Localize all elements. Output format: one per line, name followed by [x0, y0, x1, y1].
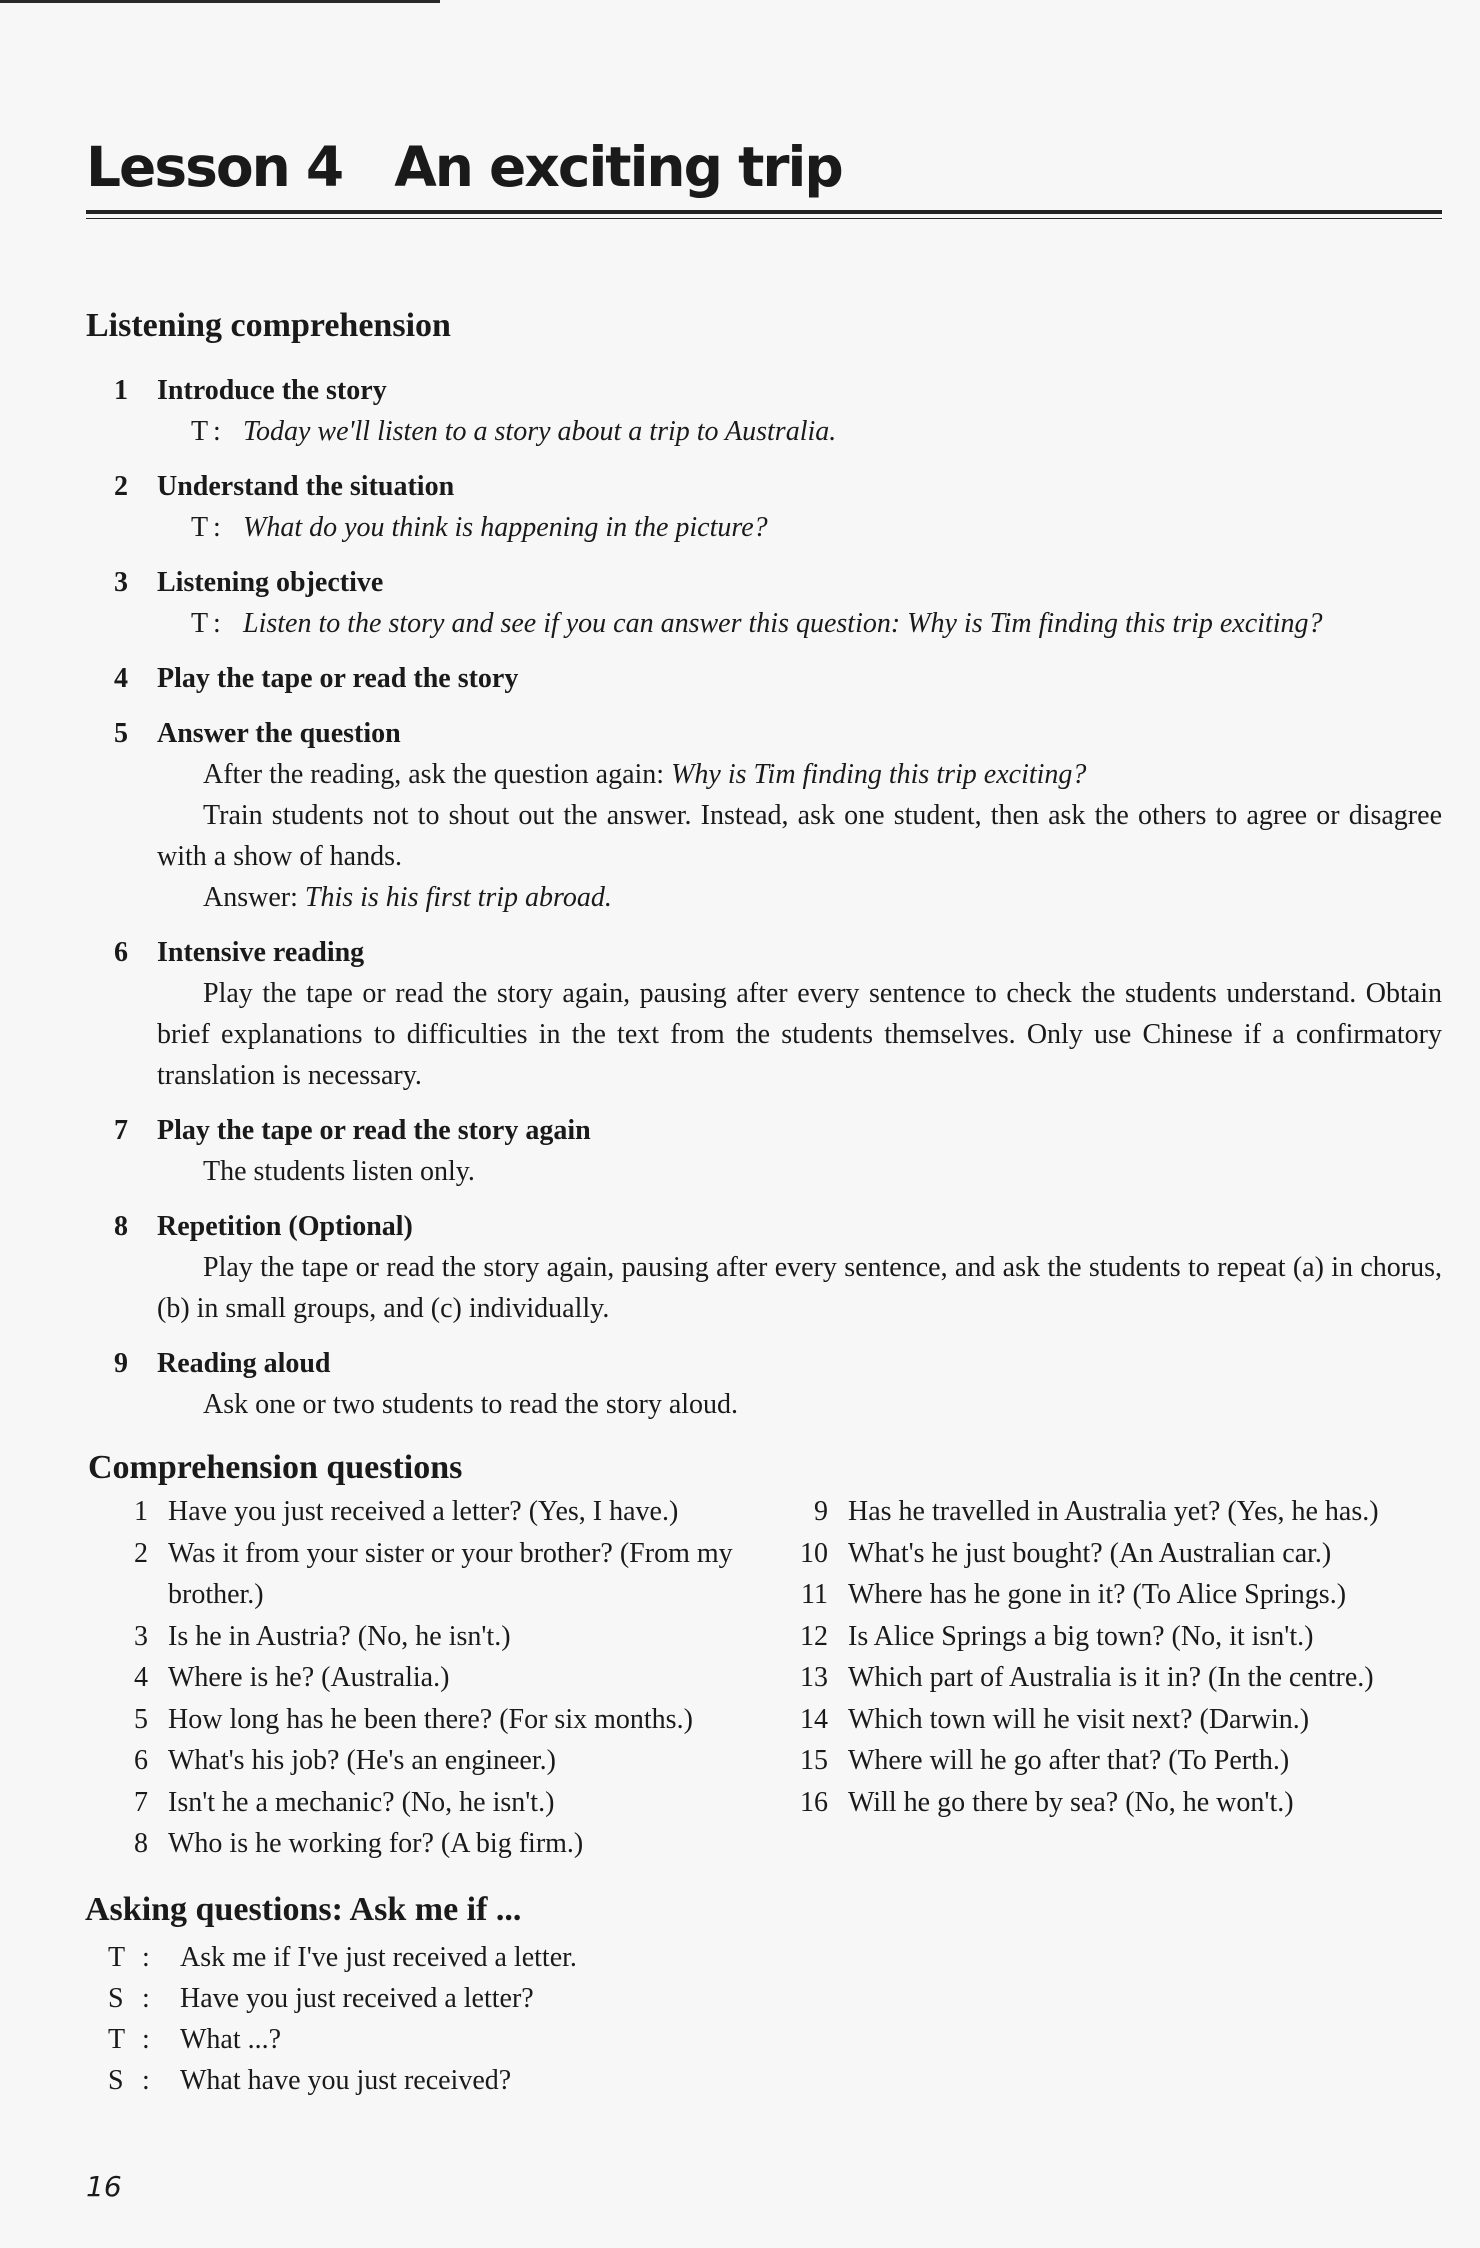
list-item: [86, 1206, 1442, 1329]
question-item: [786, 1616, 1480, 1658]
question-number: 11: [801, 1579, 828, 1610]
question-text: Is Alice Springs a big town? (No, it isn't.): [848, 1620, 1314, 1652]
teacher-text: Today we'll listen to a story about a trip to Australia.: [243, 416, 837, 447]
item-heading: Understand the situation: [157, 471, 455, 502]
top-edge-rule: [0, 0, 440, 3]
question-number: 3: [134, 1620, 148, 1652]
question-text: Was it from your sister or your brother? (From my brother.): [168, 1537, 733, 1610]
list-item: [86, 370, 1442, 452]
question-text: Why is Tim finding this trip exciting?: [671, 759, 1087, 790]
teacher-text: What do you think is happening in the picture?: [243, 512, 768, 543]
question-text: Isn't he a mechanic? (No, he isn't.): [168, 1786, 555, 1818]
list-item: [86, 932, 1442, 1096]
question-item: [106, 1782, 826, 1824]
item-heading: Listening objective: [157, 567, 384, 598]
lesson-number: Lesson 4: [86, 135, 343, 199]
list-item: [86, 1343, 1442, 1425]
comprehension-heading: Comprehension questions: [88, 1449, 463, 1486]
question-item: [786, 1657, 1480, 1699]
item-heading: Reading aloud: [157, 1348, 331, 1379]
speaker-label: S: [108, 2065, 124, 2096]
speaker-label: T: [191, 608, 209, 639]
question-text: Have you just received a letter? (Yes, I have.): [168, 1496, 679, 1527]
question-item: [106, 1740, 826, 1782]
speaker-label: T: [108, 1942, 126, 1973]
list-item: [86, 1110, 1442, 1192]
item-number: 7: [114, 1115, 128, 1146]
question-number: 5: [134, 1703, 148, 1735]
item-paragraph: Play the tape or read the story again, pausing after every sentence to check the students understand. Obtain brief explanations to difficulties in the text from the students themselves. Only use Chinese if a confirmatory translation is necessary.: [157, 978, 1442, 1091]
item-number: 1: [114, 375, 128, 406]
lesson-title: [86, 135, 842, 199]
item-paragraph: [86, 877, 1442, 918]
dialogue-line: S : Have you just received a letter?: [108, 1978, 577, 2019]
item-number: 3: [114, 567, 128, 598]
question-number: 15: [800, 1745, 828, 1776]
question-text: Where will he go after that? (To Perth.): [848, 1745, 1290, 1776]
question-number: 14: [800, 1703, 828, 1735]
title-rule-thin: [86, 218, 1442, 219]
asking-dialogue: [108, 1937, 577, 2101]
item-number: 4: [114, 663, 128, 694]
question-text: Where has he gone in it? (To Alice Springs.): [848, 1579, 1347, 1610]
question-number: 16: [800, 1786, 828, 1818]
list-item: [86, 562, 1442, 644]
question-number: 6: [134, 1745, 148, 1776]
questions-left-column: [106, 1491, 826, 1865]
listening-heading: Listening comprehension: [86, 307, 451, 344]
question-text: Which part of Australia is it in? (In the centre.): [848, 1662, 1374, 1693]
listening-list: [86, 370, 1442, 1439]
question-text: Will he go there by sea? (No, he won't.): [848, 1786, 1294, 1818]
question-item: [106, 1491, 826, 1533]
question-item: [106, 1699, 826, 1741]
list-item: [86, 713, 1442, 918]
question-item: [786, 1782, 1480, 1824]
title-rule-thick: [86, 210, 1442, 214]
dialogue-text: Ask me if I've just received a letter.: [180, 1942, 577, 1973]
speaker-label: S: [108, 1983, 124, 2014]
question-text: Has he travelled in Australia yet? (Yes, he has.): [848, 1496, 1379, 1527]
item-number: 9: [114, 1348, 128, 1379]
question-number: 10: [800, 1537, 828, 1569]
item-heading: Play the tape or read the story: [157, 663, 519, 694]
question-text: Which town will he visit next? (Darwin.): [848, 1703, 1310, 1735]
question-number: 13: [800, 1662, 828, 1693]
item-number: 6: [114, 937, 128, 968]
question-item: [106, 1533, 826, 1616]
dialogue-text: What ...?: [180, 2024, 282, 2055]
dialogue-text: What have you just received?: [180, 2065, 512, 2096]
question-number: 1: [134, 1496, 148, 1527]
question-number: 2: [134, 1537, 148, 1569]
question-number: 9: [814, 1496, 828, 1527]
speaker-label: T: [108, 2024, 126, 2055]
item-heading: Repetition (Optional): [157, 1211, 413, 1242]
dialogue-line: S : What have you just received?: [108, 2060, 577, 2101]
item-heading: Answer the question: [157, 718, 401, 749]
item-paragraph: [86, 754, 1442, 795]
item-paragraph: Train students not to shout out the answer. Instead, ask one student, then ask the others to agree or disagree with a show of hands.: [157, 800, 1442, 872]
answer-label: Answer:: [203, 882, 305, 913]
question-item: [786, 1491, 1480, 1533]
question-number: 7: [134, 1786, 148, 1818]
item-paragraph: Play the tape or read the story again, pausing after every sentence, and ask the students to repeat (a) in chorus, (b) in small groups, and (c) individually.: [157, 1252, 1442, 1324]
page-number: 16: [86, 2170, 122, 2203]
teacher-line: T : Listen to the story and see if you can answer this question: Why is Tim finding this trip exciting?: [86, 603, 1442, 644]
question-text: What's his job? (He's an engineer.): [168, 1745, 556, 1776]
item-number: 5: [114, 718, 128, 749]
question-text: How long has he been there? (For six months.): [168, 1703, 693, 1735]
question-item: [106, 1657, 826, 1699]
speaker-label: T: [191, 416, 209, 447]
answer-text: This is his first trip abroad.: [304, 882, 612, 913]
question-item: [786, 1740, 1480, 1782]
item-number: 2: [114, 471, 128, 502]
dialogue-line: T : What ...?: [108, 2019, 577, 2060]
speaker-label: T: [191, 512, 209, 543]
question-number: 12: [800, 1620, 828, 1652]
question-item: [106, 1616, 826, 1658]
paragraph-text: After the reading, ask the question again:: [203, 759, 672, 790]
item-number: 8: [114, 1211, 128, 1242]
question-text: Who is he working for? (A big firm.): [168, 1828, 584, 1859]
item-heading: Intensive reading: [157, 937, 365, 968]
question-text: What's he just bought? (An Australian car.): [848, 1537, 1332, 1569]
item-heading: Introduce the story: [157, 375, 387, 406]
teacher-line: T : Today we'll listen to a story about a trip to Australia.: [86, 411, 1442, 452]
question-text: Is he in Austria? (No, he isn't.): [168, 1620, 511, 1652]
teacher-line: T : What do you think is happening in the picture?: [86, 507, 1442, 548]
question-number: 4: [134, 1662, 148, 1693]
list-item: [86, 658, 1442, 699]
question-item: [106, 1823, 826, 1865]
item-paragraph: Ask one or two students to read the story aloud.: [203, 1389, 739, 1420]
question-number: 8: [134, 1828, 148, 1859]
list-item: [86, 466, 1442, 548]
question-item: [786, 1574, 1480, 1616]
questions-right-column: [786, 1491, 1480, 1823]
lesson-name: An exciting trip: [394, 135, 842, 199]
item-paragraph: The students listen only.: [203, 1156, 475, 1187]
asking-heading: Asking questions: Ask me if ...: [85, 1891, 522, 1928]
dialogue-text: Have you just received a letter?: [180, 1983, 534, 2014]
question-text: Where is he? (Australia.): [168, 1662, 450, 1693]
teacher-text: Listen to the story and see if you can answer this question: Why is Tim finding this trip exciting?: [243, 608, 1323, 639]
dialogue-line: T : Ask me if I've just received a letter.: [108, 1937, 577, 1978]
item-heading: Play the tape or read the story again: [157, 1115, 591, 1146]
question-item: [786, 1533, 1480, 1575]
question-item: [786, 1699, 1480, 1741]
